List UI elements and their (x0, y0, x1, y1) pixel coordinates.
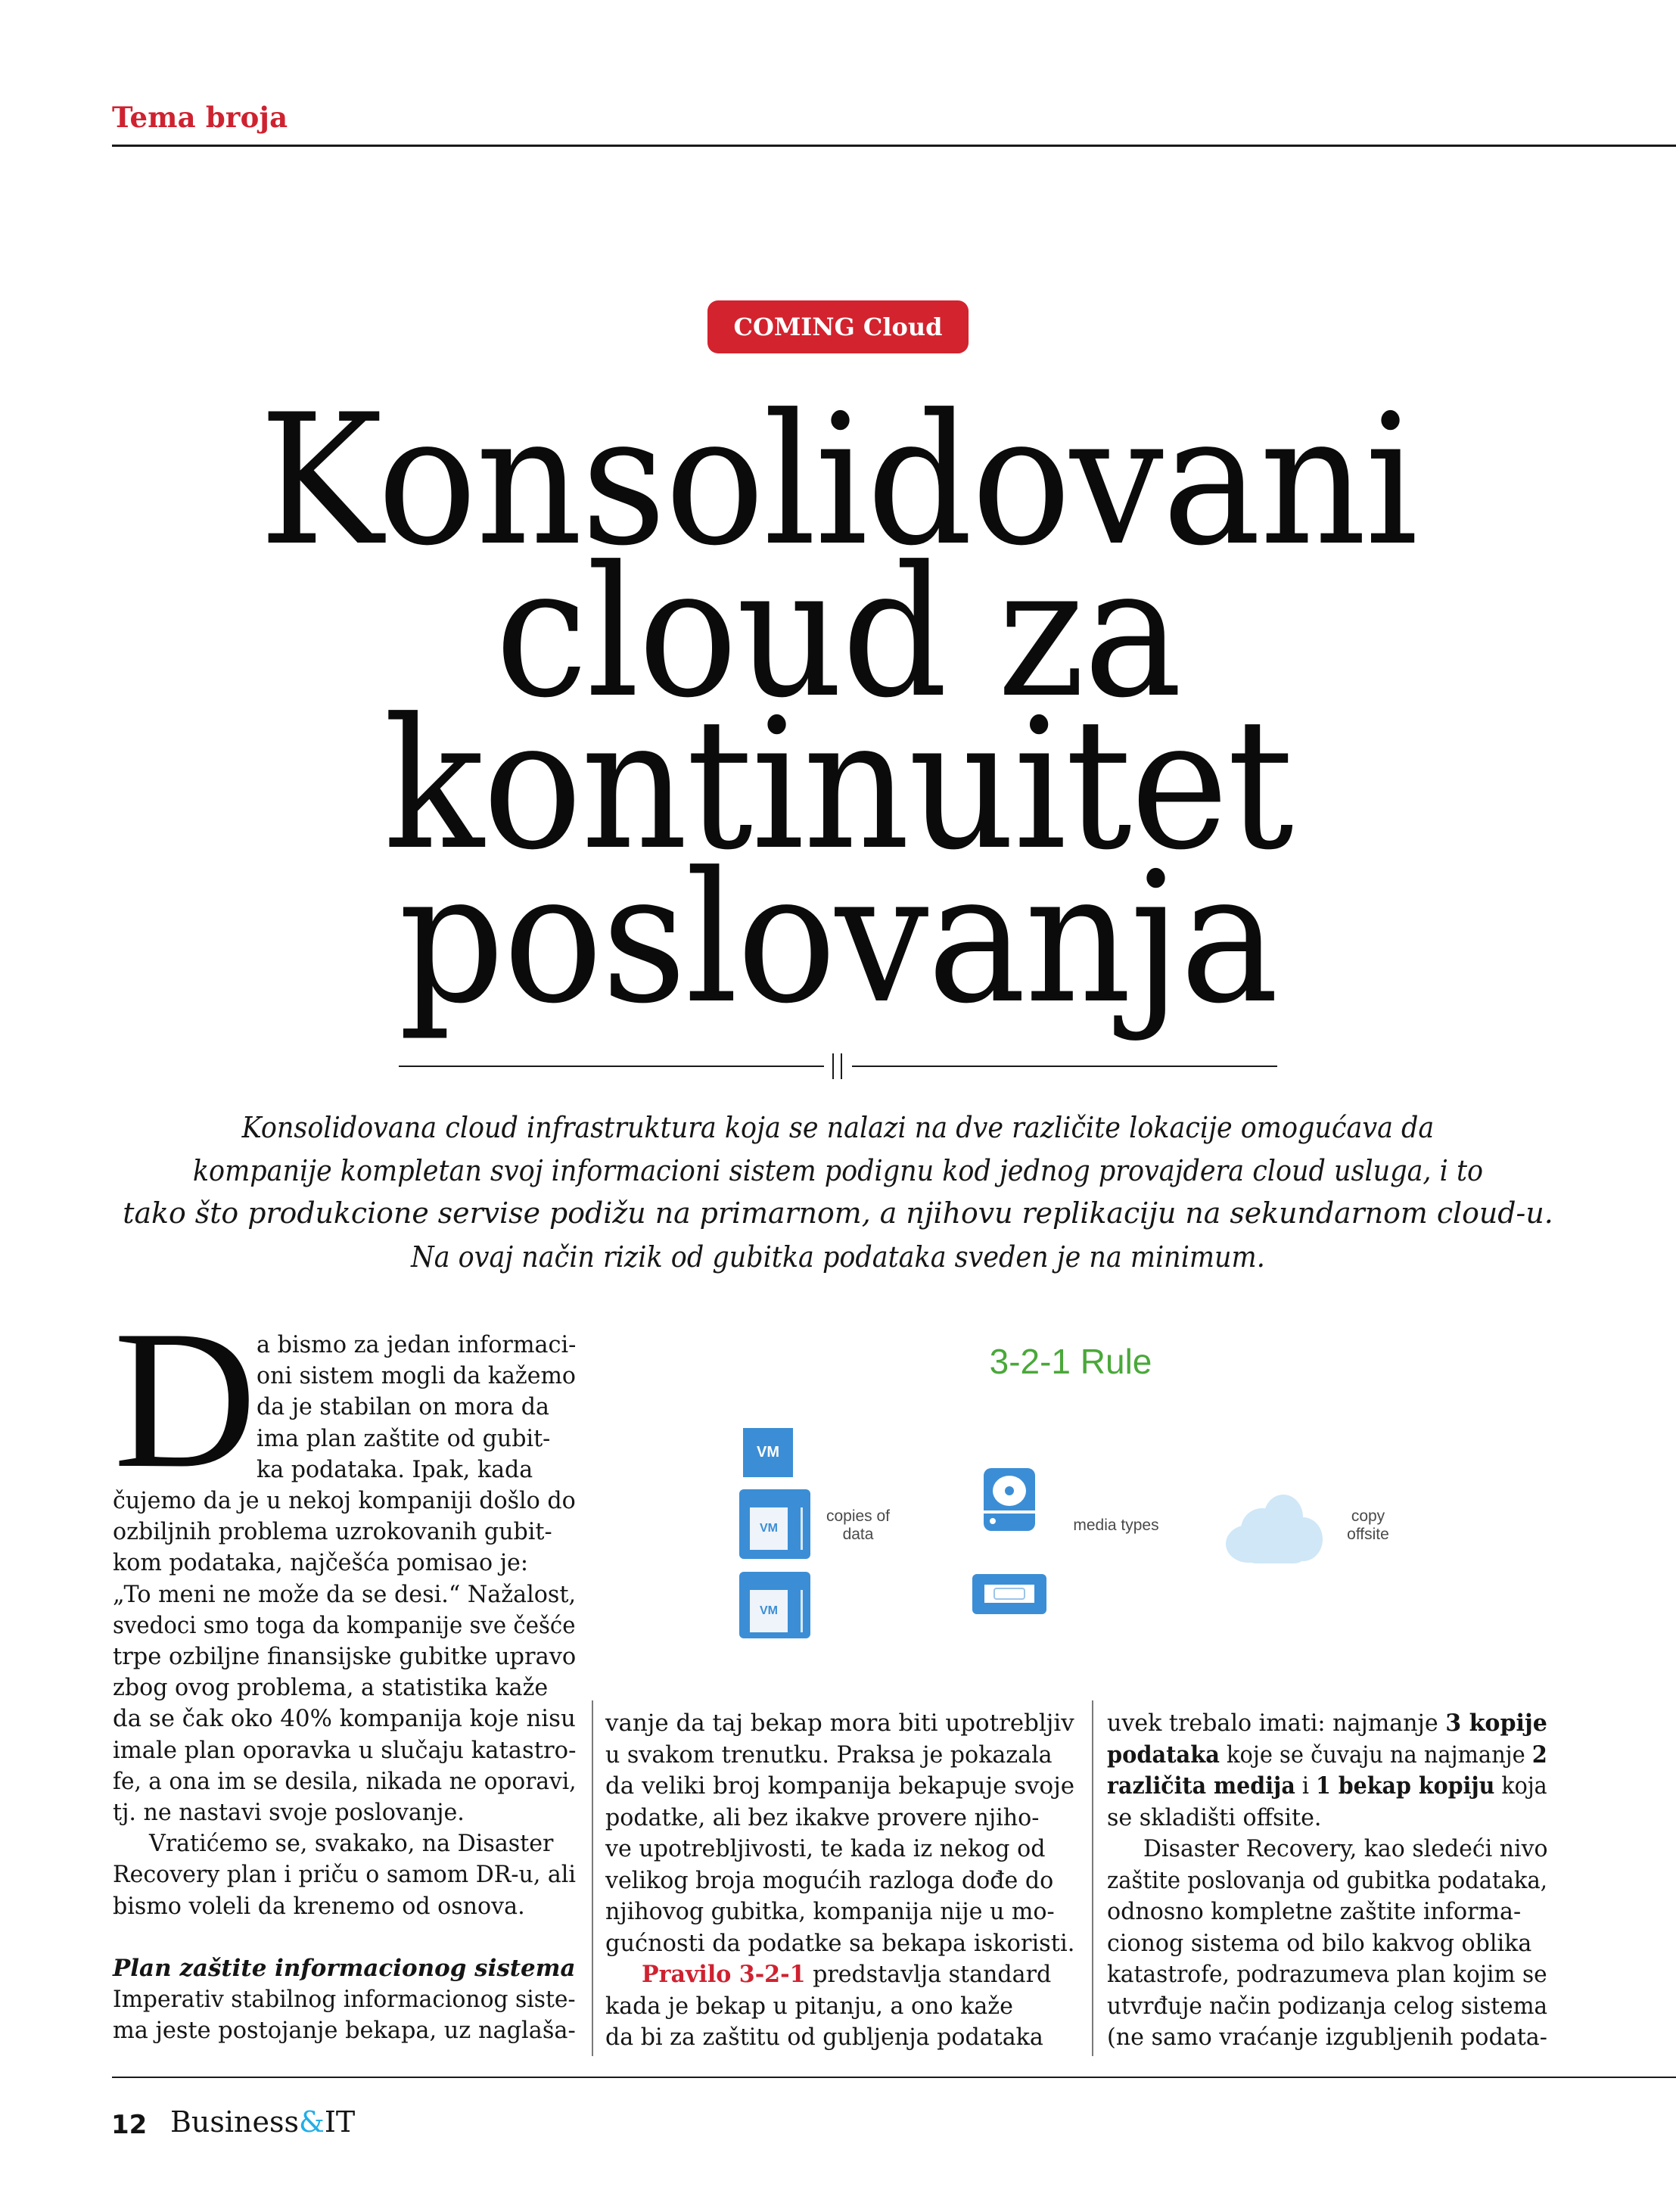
text-run: Disaster Recovery, kao sledeći nivo (1143, 1835, 1548, 1862)
footer-rule (112, 2077, 1676, 2078)
section-label: Tema broja (112, 101, 288, 134)
article-line (1107, 1865, 1547, 1896)
lead-line: Konsolidovana cloud infrastruktura koja se nalazi na dve različite lokacije omogućava da (241, 1111, 1435, 1144)
article-line (1107, 1740, 1547, 1771)
text-run: imale plan oporavka u slučaju katastro- (113, 1736, 577, 1764)
text-run: zbog ovog problema, a statistika kaže (113, 1674, 549, 1702)
vm-disk-slot (801, 1590, 803, 1632)
article-line (113, 1703, 576, 1734)
text-run: cionog sistema od bilo kakvog oblika (1107, 1929, 1532, 1957)
diagram-label-media (1063, 1517, 1169, 1535)
column-divider (592, 1700, 593, 2056)
text-run: čujemo da je u nekoj kompaniji došlo do (113, 1487, 576, 1514)
diagram-label-line: data (842, 1526, 874, 1543)
text-run: velikog broja mogućih razloga dođe do (605, 1866, 1054, 1894)
text-run: ma jeste postojanje bekapa, uz naglaša- (113, 2017, 576, 2045)
emphasis-text: 1 bekap kopiju (1316, 1772, 1495, 1800)
article-line (113, 1486, 576, 1517)
article-line (605, 1740, 1053, 1771)
text-run: tj. ne nastavi svoje poslovanje. (113, 1799, 465, 1826)
vm-icon-label: VM (757, 1444, 779, 1461)
page-number: 12 (111, 2110, 148, 2140)
article-line (113, 1517, 552, 1548)
article-line (1107, 2022, 1547, 2053)
divider-bar (832, 1053, 834, 1079)
title-line: poslovanja (398, 834, 1278, 1044)
text-run: da bi za zaštitu od gubljenja podataka (605, 2024, 1043, 2051)
article-line (113, 1984, 576, 2015)
article-line (1107, 1708, 1547, 1739)
article-line (605, 1834, 1045, 1865)
divider-bar (841, 1053, 842, 1079)
section-heading: Plan zaštite informacionog sistema (113, 1955, 576, 1982)
emphasis-text: različita medija (1107, 1772, 1295, 1800)
article-line (1107, 1959, 1547, 1990)
text-run: predstavlja standard (805, 1961, 1052, 1988)
vm-disk-icon (739, 1489, 810, 1559)
publication-brand (170, 2105, 355, 2139)
lead-line: kompanije kompletan svoj informacioni sistem podignu kod jednog provajdera cloud usluga, i to (192, 1154, 1484, 1187)
header-rule (112, 145, 1676, 147)
text-run: (ne samo vraćanje izgubljenih podata- (1107, 2024, 1547, 2051)
article-line (113, 1641, 576, 1672)
article-line (257, 1454, 533, 1486)
diagram-label-line: copy (1351, 1507, 1385, 1525)
article-line (113, 1610, 575, 1641)
diagram-label-line: media types (1073, 1517, 1159, 1534)
article-line (113, 1579, 576, 1610)
text-run: Recovery plan i priču o samom DR-u, ali (113, 1861, 576, 1889)
article-line (113, 1797, 465, 1828)
text-run: bismo voleli da krenemo od osnova. (113, 1892, 525, 1920)
article-line (605, 1771, 1074, 1802)
text-run: koja (1494, 1772, 1547, 1800)
title-line: kontinuitet (383, 680, 1292, 890)
text-run: oni sistem mogli da kažemo (257, 1362, 577, 1390)
cloud-icon (1226, 1495, 1323, 1564)
article-line (113, 1891, 525, 1922)
article-line (1107, 1928, 1531, 1959)
diagram-title: 3-2-1 Rule (989, 1342, 1152, 1381)
category-badge-label: COMING Cloud (733, 313, 943, 341)
text-run: kada je bekap u pitanju, a ono kaže (605, 1992, 1013, 2020)
text-run: da veliki broj kompanija bekapuje svoje (605, 1772, 1075, 1800)
text-run: a bismo za jedan informaci- (257, 1331, 577, 1358)
text-run: koje se čuvaju na najmanje (1219, 1741, 1532, 1769)
text-run: u svakom trenutku. Praksa je pokazala (605, 1741, 1053, 1769)
article-line (257, 1330, 576, 1361)
hard-drive-led (990, 1518, 996, 1524)
article-line (257, 1392, 549, 1423)
text-run: ka podataka. Ipak, kada (257, 1455, 533, 1483)
diagram-label-line: offsite (1347, 1526, 1389, 1543)
text-run: katastrofe, podrazumeva plan kojim se (1107, 1961, 1547, 1988)
article-line (149, 1828, 553, 1859)
vm-disk-label: VM (750, 1590, 788, 1632)
emphasis-text: podataka (1107, 1741, 1220, 1769)
divider-line-left (399, 1066, 824, 1067)
article-line (605, 1865, 1053, 1896)
diagram-label-copies (816, 1507, 900, 1544)
article-line (605, 2022, 1043, 2053)
hard-drive-gap (984, 1510, 1035, 1514)
text-run: da se čak oko 40% kompanija koje nisu (113, 1705, 576, 1733)
hard-drive-hub (1005, 1486, 1014, 1495)
brand-name: Business (170, 2105, 300, 2139)
text-run: ve upotrebljivosti, te kada iz nekog od (605, 1835, 1046, 1862)
article-line (113, 1766, 577, 1797)
text-run: uvek trebalo imati: najmanje (1107, 1710, 1446, 1737)
brand-ampersand: & (299, 2105, 325, 2139)
vm-disk-icon (739, 1572, 810, 1638)
article-line (113, 1859, 576, 1890)
text-run: utvrđuje način podizanja celog sistema (1107, 1992, 1548, 2020)
text-run: svedoci smo toga da kompanije sve češće (113, 1611, 576, 1639)
article-line (605, 1708, 1074, 1739)
text-run: vanje da taj bekap mora biti upotrebljiv (605, 1710, 1074, 1737)
brand-name-suffix: IT (324, 2105, 356, 2139)
article-line (605, 1991, 1013, 2022)
title-line: cloud za (495, 528, 1181, 738)
diagram-label-line: copies of (826, 1507, 891, 1525)
article-line (1107, 1803, 1321, 1834)
vm-icon (743, 1428, 793, 1477)
text-run: Vratićemo se, svakako, na Disaster (149, 1830, 554, 1858)
tape-reel (993, 1588, 1025, 1600)
text-run: gućnosti da podatke sa bekapa iskoristi. (605, 1929, 1075, 1957)
text-run: trpe ozbiljne finansijske gubitke upravo (113, 1643, 577, 1670)
drop-cap: D (113, 1290, 257, 1509)
diagram-label-offsite (1338, 1507, 1398, 1544)
text-run: ozbiljnih problema uzrokovanih gubit- (113, 1518, 552, 1546)
article-line (605, 1928, 1074, 1959)
lead-line: Na ovaj način rizik od gubitka podataka sveden je na minimum. (411, 1240, 1265, 1274)
category-badge (707, 300, 969, 353)
article-line (1107, 1771, 1547, 1802)
text-run: njihovog gubitka, kompanija nije u mo- (605, 1898, 1055, 1925)
article-line (257, 1423, 550, 1454)
text-run: ima plan zaštite od gubit- (257, 1424, 551, 1452)
emphasis-text: 2 (1531, 1741, 1547, 1769)
text-run: Imperativ stabilnog informacionog siste- (113, 1986, 576, 2014)
tape-icon (972, 1574, 1046, 1614)
text-run: zaštite poslovanja od gubitka podataka, (1107, 1866, 1547, 1894)
vm-disk-slot (801, 1507, 803, 1550)
text-run: da je stabilan on mora da (257, 1393, 549, 1421)
vm-disk-label: VM (750, 1507, 788, 1550)
article-line (257, 1361, 576, 1392)
cloud-base (1241, 1529, 1309, 1563)
text-run: i (1295, 1772, 1317, 1800)
text-run: „To meni ne može da se desi.“ Nažalost, (113, 1580, 577, 1608)
article-line (113, 2015, 576, 2046)
text-run: odnosno kompletne zaštite informa- (1107, 1898, 1522, 1925)
emphasis-text: Pravilo 3-2-1 (642, 1961, 806, 1988)
article-line (113, 1672, 548, 1703)
column-divider (1092, 1700, 1093, 2056)
article-line (1143, 1834, 1548, 1865)
article-line (1107, 1896, 1521, 1927)
text-run: kom podataka, najčešća pomisao je: (113, 1549, 528, 1577)
text-run: podatke, ali bez ikakve provere njiho- (605, 1803, 1040, 1831)
article-line (113, 1735, 576, 1766)
text-run: se skladišti offsite. (1107, 1803, 1322, 1831)
text-run: fe, a ona im se desila, nikada ne oporavi, (113, 1767, 577, 1795)
article-line (605, 1803, 1039, 1834)
divider-line-right (852, 1066, 1277, 1067)
lead-line: tako što produkcione servise podižu na primarnom, a njihovu replikaciju na sekundarnom cloud-u. (123, 1196, 1553, 1230)
article-line (1107, 1991, 1547, 2022)
article-line (642, 1959, 1051, 1990)
hard-drive-icon (984, 1468, 1035, 1531)
title-line: Konsolidovani (259, 376, 1417, 586)
emphasis-text: 3 kopije (1445, 1710, 1547, 1737)
article-line (605, 1896, 1055, 1927)
article-line (113, 1953, 576, 1984)
article-line (113, 1548, 528, 1579)
